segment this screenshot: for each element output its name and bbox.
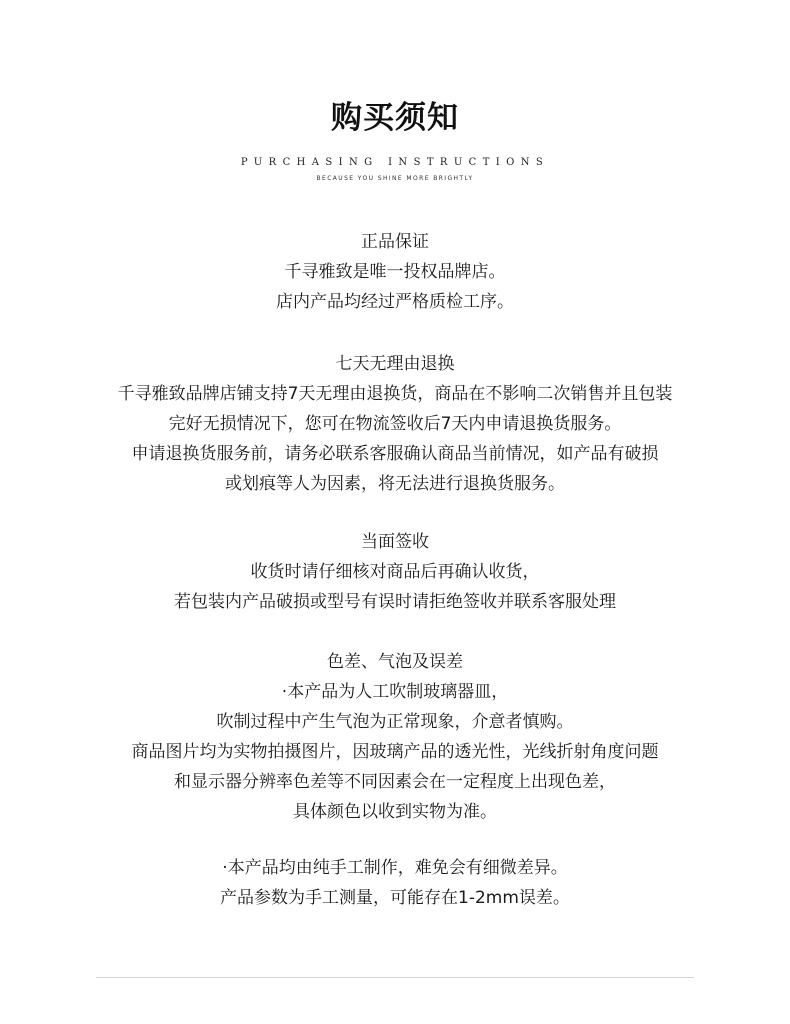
- section-text-line: 收货时请仔细核对商品后再确认收货，: [250, 562, 540, 582]
- section-handmade-note: [0, 853, 790, 913]
- page-subtitle: PURCHASING INSTRUCTIONS: [240, 157, 550, 168]
- section-text-line: 商品图片均为实物拍摄图片，因玻璃产品的透光性，光线折射角度问题: [131, 742, 659, 762]
- section-text-line: 店内产品均经过严格质检工序。: [276, 292, 514, 312]
- section-text-line: 产品参数为手工测量，可能存在1-2mm误差。: [220, 888, 570, 908]
- section-text-line: 申请退换货服务前，请务必联系客服确认商品当前情况，如产品有破损: [131, 444, 659, 464]
- section-color-bubbles-error: [0, 647, 790, 827]
- section-text-line: ·本产品为人工吹制玻璃器皿，: [281, 682, 509, 702]
- section-seven-day-return: [0, 349, 790, 499]
- section-text-line: 具体颜色以收到实物为准。: [293, 802, 497, 822]
- section-authenticity: [0, 227, 790, 317]
- page-title: 购买须知: [331, 100, 459, 136]
- section-text-line: 若包装内产品破损或型号有误时请拒绝签收并联系客服处理: [174, 592, 616, 612]
- section-heading: 当面签收: [361, 532, 429, 552]
- section-heading: 色差、气泡及误差: [327, 652, 463, 672]
- page-tagline: BECAUSE YOU SHINE MORE BRIGHTLY: [316, 175, 474, 182]
- section-sign-in-person: [0, 527, 790, 617]
- section-heading: 正品保证: [361, 232, 429, 252]
- section-text-line: 完好无损情况下，您可在物流签收后7天内申请退换货服务。: [168, 414, 622, 434]
- section-text-line: 千寻雅致是唯一投权品牌店。: [284, 262, 506, 282]
- section-text-line: 吹制过程中产生气泡为正常现象，介意者慎购。: [216, 712, 574, 732]
- section-text-line: 千寻雅致品牌店铺支持7天无理由退换货，商品在不影响二次销售并且包装: [117, 384, 673, 404]
- bottom-divider: [96, 977, 694, 978]
- section-text-line: ·本产品均由纯手工制作，难免会有细微差异。: [222, 858, 568, 878]
- section-text-line: 和显示器分辨率色差等不同因素会在一定程度上出现色差，: [174, 772, 616, 792]
- section-text-line: 或划痕等人为因素，将无法进行退换货服务。: [225, 474, 565, 494]
- section-heading: 七天无理由退换: [335, 354, 455, 374]
